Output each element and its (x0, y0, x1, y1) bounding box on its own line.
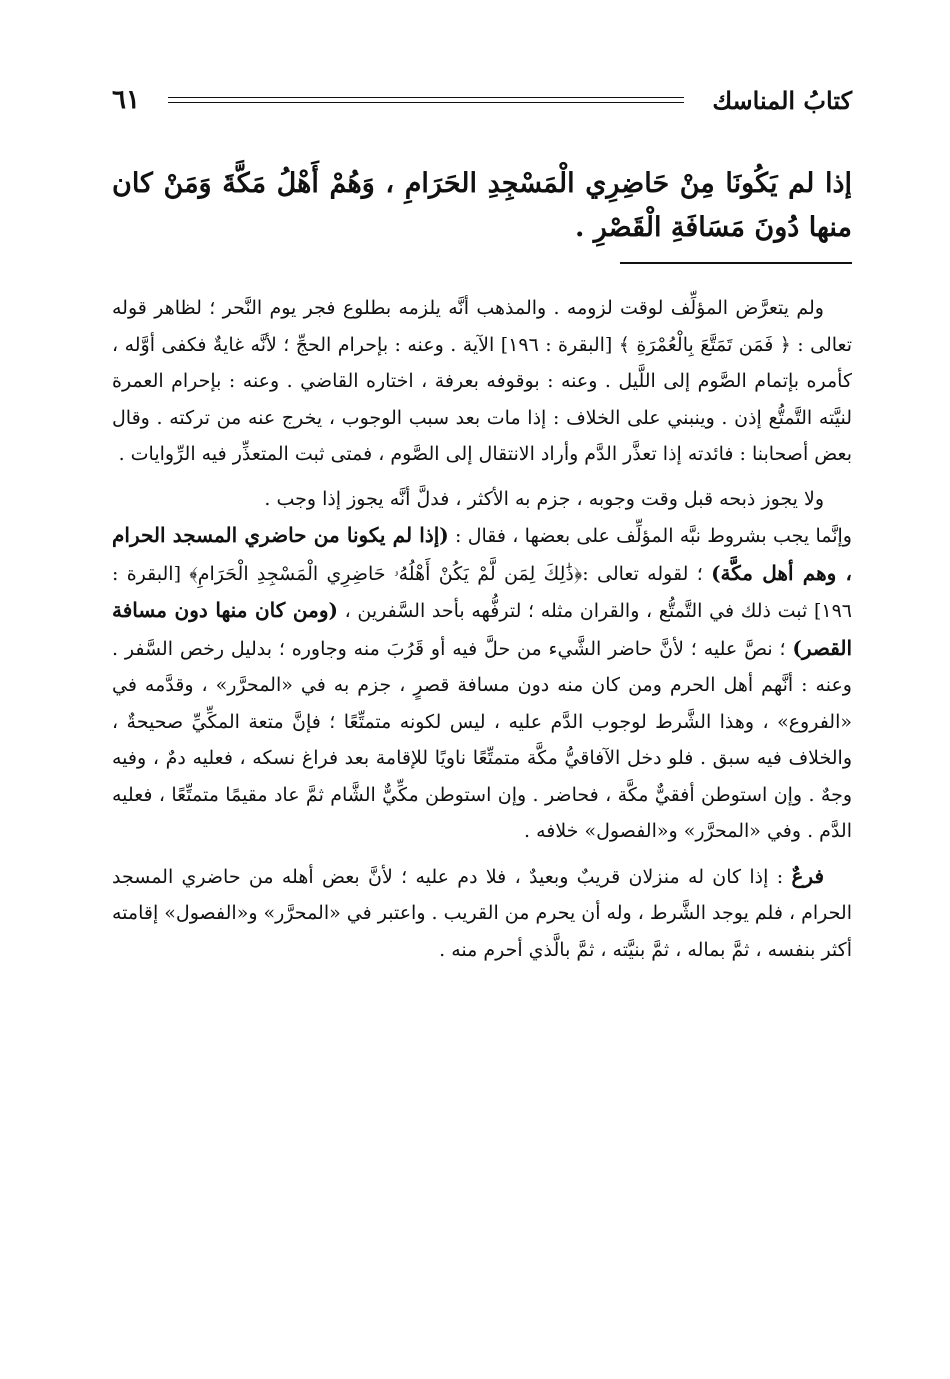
p1-text-b: [البقرة : ١٩٦] الآية . وعنه : بإحرام الحجِّ ؛ لأنَّه غايةٌ فكفى أوَّله ، كأمره بإتمام الصَّوم إلى اللَّيل . وعنه : بوقوفه بعرفة ، اختاره القاضي . وعنه : بإحرام العمرة لنيَّته التَّمتُّع إذن . وينبني على الخلاف : إذا مات بعد سبب الوجوب ، يخرج عنه من تركته . وقال بعض أصحابنا : فائدته إذا تعذَّر الدَّم وأراد الانتقال إلى الصَّوم ، فمتى ثبت المتعذِّر فيه الرِّوايات . (112, 333, 852, 465)
p1-quran-verse: ﴿ فَمَن تَمَتَّعَ بِالْعُمْرَةِ ﴾ (618, 333, 791, 356)
p2-text-a: ولا يجوز ذبحه قبل وقت وجوبه ، جزم به الأكثر ، فدلَّ أنَّه يجوز إذا وجب . (264, 487, 824, 510)
p2-matn-quote-2: (ومن كان منها دون مسافة القصر) (112, 598, 852, 660)
running-title: كتابُ المناسك (712, 85, 852, 115)
page-header (112, 78, 852, 122)
book-page (112, 78, 852, 976)
p2-text-c: ؛ لقوله تعالى : (582, 562, 712, 585)
p3-text-a: : إذا كان له منزلان قريبٌ وبعيدٌ ، فلا دم عليه ؛ لأنَّ بعض أهله من حاضري المسجد الحرام ، فلم يوجد الشَّرط ، وله أن يحرم من القريب . واعتبر في «المحرَّر» و«الفصول» إقامته أكثر بنفسه ، ثمَّ بماله ، ثمَّ بنيَّته ، ثمَّ بالَّذي أحرم منه . (112, 865, 852, 961)
p3-lead-word: فرعٌ (791, 863, 824, 888)
commentary (112, 290, 852, 968)
header-rule (168, 97, 684, 103)
p2-text-b: وإنَّما يجب بشروط نبَّه المؤلِّف على بعضها ، فقال : (448, 525, 852, 547)
p2-text-e: ؛ نصَّ عليه ؛ لأنَّ حاضر الشَّيء من حلَّ فيه أو قَرُبَ منه وجاوره ؛ بدليل رخص السَّفر . وعنه : أنَّهم أهل الحرم ومن كان منه دون مسافة قصرٍ ، جزم به في «المحرَّر» ، وقدَّمه في «الفروع» ، وهذا الشَّرط لوجوب الدَّم عليه ، ليس لكونه متمتِّعًا ؛ فإنَّ متعة المكِّيِّ صحيحةٌ ، والخلاف فيه سبق . فلو دخل الآفاقيُّ مكَّة متمتِّعًا ناويًا للإقامة بعد فراغ نسكه ، فعليه دمٌ ، وفيه وجهٌ . وإن استوطن أفقيٌّ مكَّة ، فحاضر . وإن استوطن مكِّيٌّ الشَّام ثمَّ عاد مقيمًا متمتِّعًا ، فعليه الدَّم . وفي «المحرَّر» و«الفصول» خلافه . (112, 637, 852, 842)
matn-separator (620, 262, 852, 264)
commentary-paragraph-1 (112, 290, 852, 473)
commentary-paragraph-3 (112, 858, 852, 969)
page-number: ٦١ (112, 85, 140, 115)
matn-text: إذا لم يَكُونَا مِنْ حَاضِرِي الْمَسْجِدِ الحَرَامِ ، وَهُمْ أَهْلُ مَكَّةَ وَمَنْ كان منها دُونَ مَسَافَةِ الْقَصْرِ . (112, 168, 852, 243)
p2-text-d: [البقرة : ١٩٦] ثبت ذلك في التَّمتُّع ، والقران مثله ؛ لترفُّهه بأحد السَّفرين ، (112, 562, 852, 622)
p2-quran-verse: ﴿ذَٰلِكَ لِمَن لَّمْ يَكُنْ أَهْلُهُۥ حَاضِرِي الْمَسْجِدِ الْحَرَامِ﴾ (189, 562, 583, 585)
p2-matn-quote-1: (إذا لم يكونا من حاضري المسجد الحرام ، وهم أهل مكَّة) (112, 523, 852, 585)
commentary-paragraph-2 (112, 481, 852, 850)
p1-text-a: ولم يتعرَّض المؤلِّف لوقت لزومه . والمذهب أنَّه يلزمه بطلوع فجر يوم النَّحر ؛ لظاهر قوله تعالى : (112, 297, 852, 356)
